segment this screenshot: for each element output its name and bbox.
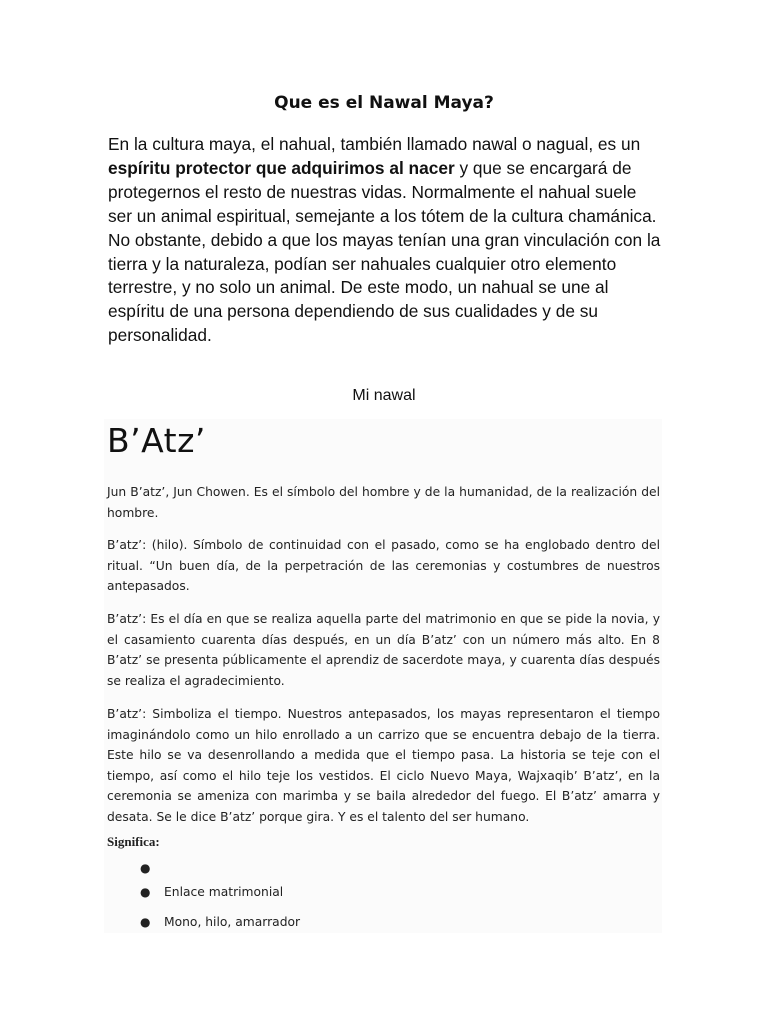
- nawal-name-heading: B’Atz’: [107, 421, 206, 460]
- nawal-paragraph-1: Jun B’atz’, Jun Chowen. Es el símbolo del hombre y de la humanidad, de la realización del hombre.: [107, 485, 660, 520]
- intro-text-end: y que se encargará de protegernos el resto de nuestras vidas. Normalmente el nahual suele ser un animal espiritual, semejante a los tótem de la cultura chamánica. No obstante, debido a que los mayas tenían una gran vinculación con la tierra y la naturaleza, podían ser nahuales cualquier otro elemento terrestre, y no solo un animal. De este modo, un nahual se une al espíritu de una persona dependiendo de sus cualidades y de su personalidad.: [108, 157, 661, 346]
- nawal-paragraph-3: B’atz’: Es el día en que se realiza aquella parte del matrimonio en que se pide la novia, y el casamiento cuarenta días después, en un día B’atz’ con un número más alto. En 8 B’atz’ se presenta públicamente el aprendiz de sacerdote maya, y cuarenta días después se realiza el agradecimiento.: [107, 612, 660, 688]
- nawal-paragraph-2: B’atz’: (hilo). Símbolo de continuidad con el pasado, como se ha englobado dentro del ritual. “Un buen día, de la perpetración de las ceremonias y costumbres de nuestros antepasados.: [107, 538, 660, 593]
- nawal-paragraph-4: B’atz’: Simboliza el tiempo. Nuestros antepasados, los mayas representaron el tiempo imaginándolo como un hilo enrollado a un carrizo que se encuentra debajo de la tierra. Este hilo se va desenrollando a medida que el tiempo pasa. La historia se teje con el tiempo, así como el hilo teje los vestidos. El ciclo Nuevo Maya, Wajxaqib’ B’atz’, en la ceremonia se ameniza con marimba y se baila alrededor del fuego. El B’atz’ amarra y desata. Se le dice B’atz’ porque gira. Y es el talento del ser humano.: [107, 707, 660, 824]
- section-heading-mi-nawal: Mi nawal: [352, 387, 416, 404]
- bullet-icon: ●: [140, 915, 151, 929]
- list-item-text: Enlace matrimonial: [164, 885, 284, 899]
- intro-paragraph: [108, 133, 664, 348]
- intro-bold-phrase: espíritu protector que adquirimos al nacer: [108, 157, 455, 178]
- significa-label: Significa:: [107, 834, 160, 849]
- list-item-text: Mono, hilo, amarrador: [164, 915, 301, 929]
- bullet-icon: ●: [140, 861, 151, 875]
- intro-text-start: En la cultura maya, el nahual, también llamado nawal o nagual, es un: [108, 134, 641, 154]
- bullet-icon: ●: [140, 885, 151, 899]
- page-title: Que es el Nawal Maya?: [274, 93, 494, 113]
- embedded-nawal-document: [104, 419, 662, 933]
